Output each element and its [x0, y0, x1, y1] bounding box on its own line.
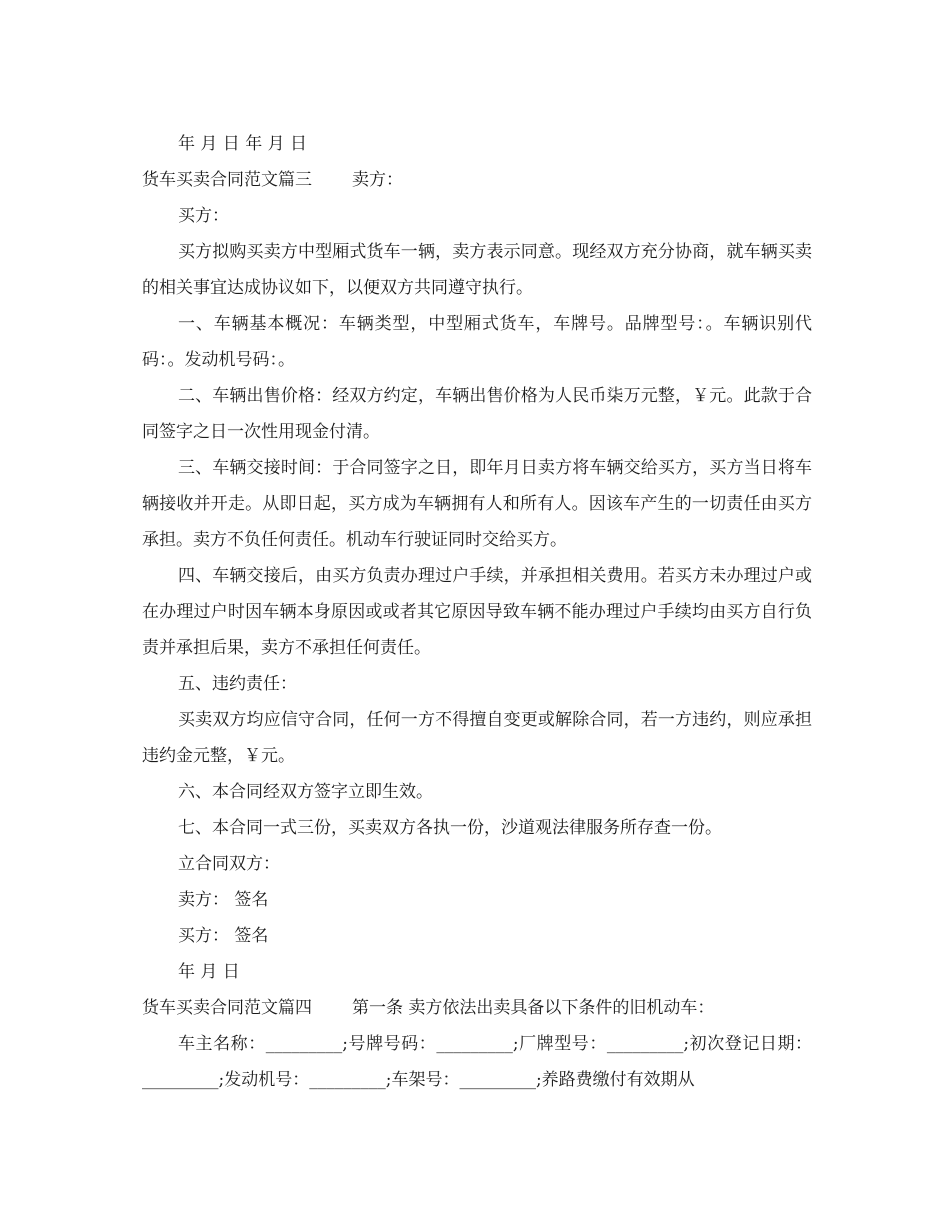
clause-6: 六、本合同经双方签字立即生效。 [178, 782, 433, 802]
buyer-signature: 买方： 签名 [178, 926, 269, 946]
clause-5-title: 五、违约责任： [178, 674, 297, 694]
intro-paragraph: 买方拟购买卖方中型厢式货车一辆，卖方表示同意。现经双方充分协商，就车辆买卖的相关事宜达成协议如下，以便双方共同遵守执行。 [142, 242, 812, 298]
section3-heading-line [142, 162, 812, 198]
section4-heading: 货车买卖合同范文篇四 [142, 998, 312, 1018]
section3-seller: 卖方： [352, 170, 403, 190]
clause-4: 四、车辆交接后，由买方负责办理过户手续，并承担相关费用。若买方未办理过户或在办理过户时因车辆本身原因或或者其它原因导致车辆不能办理过户手续均由买方自行负责并承担后果，卖方不承担任何责任。 [142, 566, 812, 658]
parties-line: 立合同双方： [178, 854, 280, 874]
vehicle-fields: 车主名称：_________;号牌号码：_________;厂牌型号：_________;初次登记日期：_________;发动机号：_________;车架号：_________;养路费缴付有效期从 [142, 1034, 812, 1090]
contract-document [142, 126, 812, 1098]
section4-article-1: 第一条 卖方依法出卖具备以下条件的旧机动车： [352, 998, 715, 1018]
seller-signature: 卖方： 签名 [178, 890, 269, 910]
section4-heading-line [142, 990, 812, 1026]
clause-5-body: 买卖双方均应信守合同，任何一方不得擅自变更或解除合同，若一方违约，则应承担违约金元整，￥元。 [142, 710, 812, 766]
section3-heading: 货车买卖合同范文篇三 [142, 170, 312, 190]
signing-date: 年 月 日 [178, 962, 240, 982]
buyer-line: 买方： [178, 206, 229, 226]
clause-3: 三、车辆交接时间：于合同签字之日，即年月日卖方将车辆交给买方，买方当日将车辆接收并开走。从即日起，买方成为车辆拥有人和所有人。因该车产生的一切责任由买方承担。卖方不负任何责任。机动车行驶证同时交给买方。 [142, 458, 812, 550]
clause-2: 二、车辆出售价格：经双方约定，车辆出售价格为人民币柒万元整，￥元。此款于合同签字之日一次性用现金付清。 [142, 386, 812, 442]
clause-7: 七、本合同一式三份，买卖双方各执一份，沙道观法律服务所存查一份。 [178, 818, 722, 838]
date-line: 年 月 日 年 月 日 [178, 134, 308, 154]
clause-1: 一、车辆基本概况：车辆类型，中型厢式货车，车牌号。品牌型号：。车辆识别代码：。发动机号码：。 [142, 314, 812, 370]
